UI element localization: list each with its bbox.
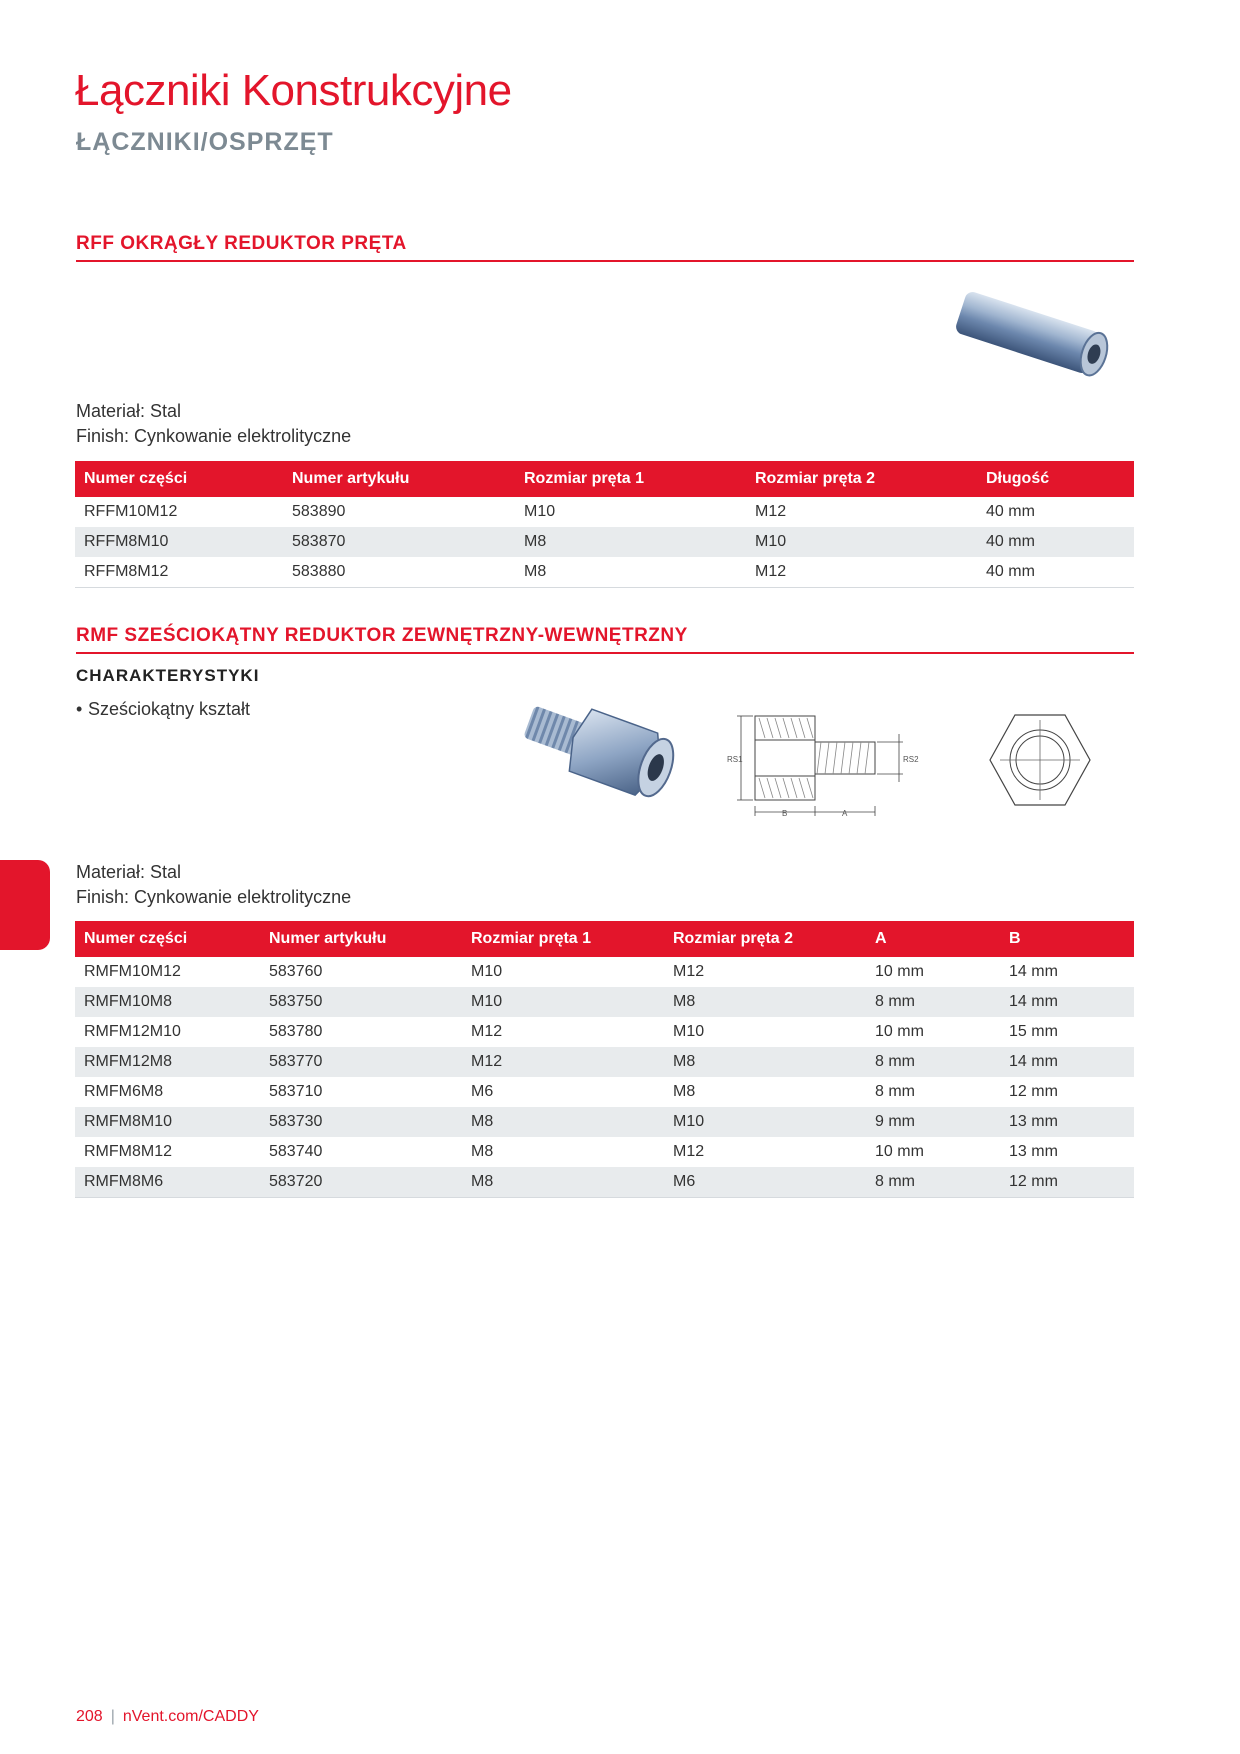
table-cell: M12 [746, 557, 977, 587]
column-header: Rozmiar pręta 2 [664, 921, 866, 957]
table-cell: 13 mm [1009, 1143, 1058, 1160]
table-cell: 583740 [269, 1143, 323, 1160]
column-header: Rozmiar pręta 2 [746, 461, 977, 497]
table-cell: 583760 [269, 963, 323, 980]
column-header: Numer części [75, 921, 260, 957]
table-cell: 583750 [260, 987, 462, 1017]
table-cell: M12 [673, 963, 705, 980]
section-title-rff: RFF OKRĄGŁY REDUKTOR PRĘTA [76, 233, 1134, 262]
column-header: Rozmiar pręta 1 [462, 921, 664, 957]
table-header-row [75, 461, 1134, 497]
page-title: Łączniki Konstrukcyjne [75, 66, 512, 115]
table-cell: M8 [673, 1083, 696, 1100]
rmf-hex-reducer-image [515, 695, 685, 825]
table-cell: 8 mm [866, 987, 1000, 1017]
table-cell: M12 [471, 1023, 503, 1040]
column-header: Numer artykułu [283, 461, 515, 497]
table-cell: M10 [524, 503, 556, 520]
table-cell: M8 [462, 1107, 664, 1137]
table-cell: M8 [664, 987, 866, 1017]
characteristics-heading: CHARAKTERYSTYKI [76, 666, 260, 685]
characteristic-bullet [76, 699, 250, 720]
table-cell: RMFM10M8 [75, 987, 260, 1017]
table-cell: M12 [462, 1047, 664, 1077]
material-text: Materiał: Stal [76, 401, 182, 421]
table-cell: 583870 [283, 527, 515, 557]
column-header: B [1000, 921, 1134, 957]
page-footer [76, 1708, 259, 1726]
table-cell: 583770 [260, 1047, 462, 1077]
table-row [75, 1047, 1134, 1077]
table-cell: RMFM8M12 [84, 1143, 173, 1160]
table-cell: RFFM10M12 [84, 503, 178, 520]
rmf-table [75, 921, 1134, 1198]
table-cell: M6 [664, 1167, 866, 1197]
table-cell: RFFM8M10 [75, 527, 283, 557]
rs2-label: RS2 [903, 755, 919, 764]
footer-site-link[interactable]: nVent.com/CADDY [122, 1708, 259, 1725]
table-cell: M10 [673, 1023, 705, 1040]
table-cell: 583780 [269, 1023, 323, 1040]
spec-block-rff [76, 399, 351, 449]
table-row [75, 1137, 1134, 1167]
table-header-row [75, 921, 1134, 957]
table-cell: RFFM8M12 [75, 557, 283, 587]
column-header: Długość [977, 461, 1134, 497]
table-cell: 40 mm [977, 527, 1134, 557]
table-cell: M6 [471, 1083, 494, 1100]
column-header: Numer części [75, 461, 283, 497]
table-cell: M10 [462, 987, 664, 1017]
column-header: A [866, 921, 1000, 957]
technical-drawing [725, 710, 925, 820]
spec-block-rmf [76, 860, 351, 910]
rs1-label: RS1 [727, 755, 743, 764]
footer-separator: | [110, 1708, 115, 1725]
material-text: Materiał: Stal [76, 862, 182, 882]
section-title-rmf: RMF SZEŚCIOKĄTNY REDUKTOR ZEWNĘTRZNY-WEWNĘTRZNY [76, 625, 1134, 654]
table-cell: M12 [673, 1143, 705, 1160]
table-cell: RMFM12M10 [84, 1023, 181, 1040]
table-cell: 8 mm [866, 1047, 1000, 1077]
table-row [75, 557, 1134, 587]
table-cell: 10 mm [875, 963, 924, 980]
table-cell: M8 [664, 1047, 866, 1077]
b-label: B [782, 809, 788, 818]
bullet-text: Sześciokątny kształt [88, 699, 251, 719]
table-cell: 10 mm [875, 1143, 924, 1160]
table-cell: RMFM8M6 [75, 1167, 260, 1197]
table-cell: RMFM12M8 [75, 1047, 260, 1077]
table-cell: 8 mm [875, 1083, 915, 1100]
rff-table [75, 461, 1134, 588]
finish-text: Finish: Cynkowanie elektrolityczne [76, 426, 352, 446]
table-row [75, 1107, 1134, 1137]
table-cell: 583730 [260, 1107, 462, 1137]
table-row [75, 987, 1134, 1017]
side-tab-marker [0, 860, 50, 950]
table-cell: 583880 [283, 557, 515, 587]
table-cell: 14 mm [1000, 1047, 1134, 1077]
table-cell: 14 mm [1009, 963, 1058, 980]
table-cell: M8 [471, 1143, 494, 1160]
table-cell: M10 [471, 963, 503, 980]
table-cell: RMFM8M10 [75, 1107, 260, 1137]
table-cell: 583710 [269, 1083, 323, 1100]
table-cell: M8 [515, 527, 746, 557]
table-row [75, 1017, 1134, 1047]
finish-text: Finish: Cynkowanie elektrolityczne [76, 887, 352, 907]
page-subtitle: ŁĄCZNIKI/OSPRZĘT [76, 128, 334, 156]
column-header: Numer artykułu [260, 921, 462, 957]
table-cell: M10 [746, 527, 977, 557]
table-cell: M8 [515, 557, 746, 587]
table-row [75, 527, 1134, 557]
table-row [75, 497, 1134, 527]
table-cell: 13 mm [1000, 1107, 1134, 1137]
table-cell: 8 mm [866, 1167, 1000, 1197]
page-number: 208 [76, 1708, 103, 1725]
table-cell: 40 mm [986, 503, 1035, 520]
table-cell: 583720 [260, 1167, 462, 1197]
table-cell: M12 [755, 503, 787, 520]
bullet-icon: • [76, 699, 83, 719]
a-label: A [842, 809, 848, 818]
table-cell: 583890 [292, 503, 346, 520]
table-cell: 10 mm [875, 1023, 924, 1040]
table-cell: RMFM6M8 [84, 1083, 164, 1100]
table-cell: 15 mm [1009, 1023, 1058, 1040]
table-cell: 12 mm [1000, 1167, 1134, 1197]
table-row [75, 1077, 1134, 1107]
table-cell: RMFM10M12 [84, 963, 181, 980]
table-cell: M10 [664, 1107, 866, 1137]
table-cell: 40 mm [977, 557, 1134, 587]
table-row [75, 1167, 1134, 1197]
column-header: Rozmiar pręta 1 [515, 461, 746, 497]
rff-round-reducer-image [945, 285, 1125, 385]
hex-end-view-drawing [985, 710, 1095, 810]
table-cell: 9 mm [866, 1107, 1000, 1137]
table-cell: 14 mm [1000, 987, 1134, 1017]
table-cell: 12 mm [1009, 1083, 1058, 1100]
table-cell: M8 [462, 1167, 664, 1197]
table-row [75, 957, 1134, 987]
